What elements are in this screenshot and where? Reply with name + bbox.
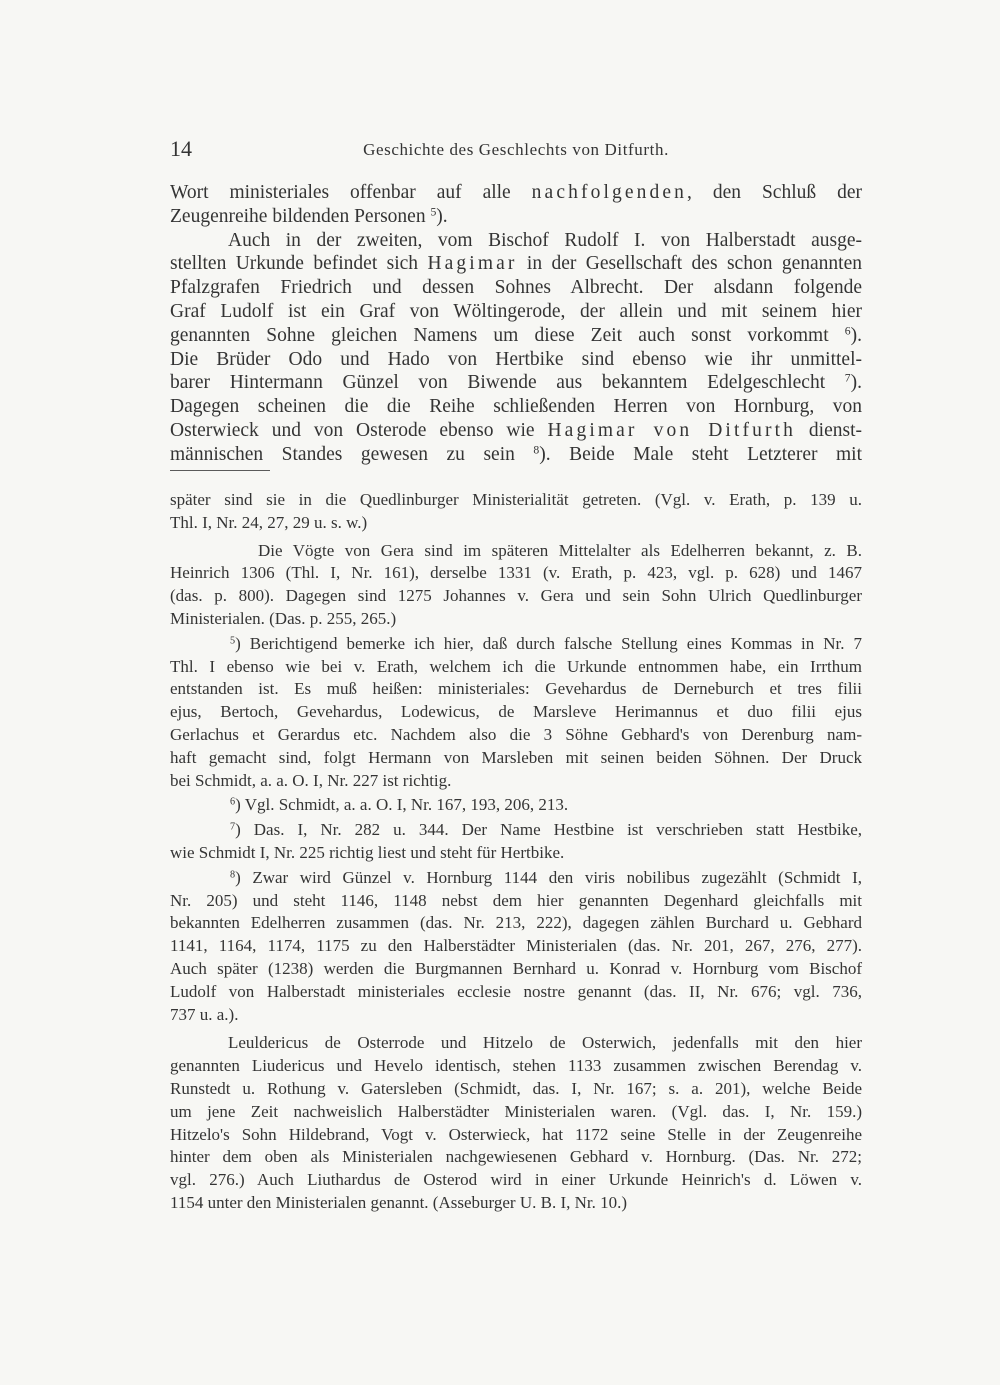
text-run: bekannten Edelherren zusammen (das. Nr. 213, 222), dagegen zählen Burchard u. Gebhard: [170, 913, 862, 933]
text-run: Thl. I, Nr. 24, 27, 29 u. s. w.): [170, 512, 368, 532]
footnote-line: [170, 656, 862, 679]
text-run: Ludolf von Halberstadt ministeriales ecclesie nostre genannt (das. II, Nr. 676; vgl. 736,: [170, 981, 862, 1001]
body-line: [170, 443, 862, 467]
footnote-line: [170, 958, 862, 981]
text-run: Hitzelo's Sohn Hildebrand, Vogt v. Osterwieck, hat 1172 seine Stelle in der Zeugenreihe: [170, 1124, 862, 1144]
footnote-line: [170, 724, 862, 747]
footnote-line: [170, 1169, 862, 1192]
footnote-line: [170, 1101, 862, 1124]
page-number: 14: [170, 136, 192, 161]
text-run: Heinrich 1306 (Thl. I, Nr. 161), derselbe 1331 (v. Erath, p. 423, vgl. p. 628) und 1467: [170, 563, 862, 583]
footnote-line: [170, 890, 862, 913]
main-text: [170, 181, 862, 467]
text-run: 1154 unter den Ministerialen genannt. (Asseburger U. B. I, Nr. 10.): [170, 1192, 628, 1212]
footnote-separator: [170, 470, 270, 471]
text-run: ) Zwar wird Günzel v. Hornburg 1144 den viris nobilibus zugezählt (Schmidt I,: [235, 867, 862, 887]
footnote-line: [170, 678, 862, 701]
footnote-8: [170, 867, 862, 1027]
text-run: Pfalzgrafen Friedrich und dessen Sohnes Albrecht. Der alsdann folgende: [170, 277, 862, 299]
footnote-line: [170, 1032, 862, 1055]
text-run: dienst-: [796, 419, 863, 441]
footnote-line: [170, 935, 862, 958]
text-run: ) Das. I, Nr. 282 u. 344. Der Name Hestbine ist verschrieben statt Hestbike,: [235, 820, 862, 840]
text-run: Die Vögte von Gera sind im späteren Mittelalter als Edelherren bekannt, z. B.: [258, 540, 862, 560]
body-line: [170, 348, 862, 372]
footnote-line: [170, 540, 862, 563]
text-run: in der Gesellschaft des schon genannten: [517, 253, 862, 275]
footnote-line: [170, 608, 862, 631]
text-run: hinter dem oben als Ministerialen nachgewiesenen Gebhard v. Hornburg. (Das. Nr. 272;: [170, 1147, 862, 1167]
footnote-line: [170, 819, 862, 842]
footnote-line: [170, 562, 862, 585]
footnote-line: [170, 747, 862, 770]
text-run: barer Hintermann Günzel von Biwende aus bekanntem Edelgeschlecht: [170, 372, 845, 394]
body-line: [170, 205, 862, 229]
footnote-reference: 6: [844, 324, 851, 338]
text-run: Zeugenreihe bildenden Personen: [170, 205, 431, 227]
body-line: [170, 252, 862, 276]
text-run: genannten Sohne gleichen Namens um diese Zeit auch sonst vorkommt: [170, 324, 845, 346]
footnote-line: [170, 1078, 862, 1101]
text-run: Leuldericus de Osterrode und Hitzelo de Osterwich, jedenfalls mit den hier: [228, 1033, 862, 1053]
footnote-paragraph: [170, 489, 862, 535]
text-run: (das. p. 800). Dagegen sind 1275 Johannes v. Gera und sein Sohn Ulrich Quedlinburger: [170, 586, 862, 606]
text-run: Auch später (1238) werden die Burgmannen Bernhard u. Konrad v. Hornburg vom Bischof: [170, 958, 862, 978]
text-run: ). Beide Male steht Letzterer mit: [539, 443, 862, 465]
footnote-reference: 8: [533, 443, 540, 457]
text-run: Osterwieck und von Osterode ebenso wie: [170, 419, 548, 441]
footnote-line: [170, 794, 862, 817]
footnote-line: [170, 1124, 862, 1147]
body-line: [170, 229, 862, 253]
text-run: Die Brüder Odo und Hado von Hertbike sind ebenso wie ihr unmittel-: [170, 348, 862, 370]
text-run: haft gemacht sind, folgt Hermann von Marsleben mit seinen beiden Söhnen. Der Druck: [170, 747, 862, 767]
body-line: [170, 395, 862, 419]
footnote-paragraph: [170, 540, 862, 631]
footnote-6: [170, 794, 862, 817]
footnote-line: [170, 633, 862, 656]
body-line: [170, 371, 862, 395]
text-run: um jene Zeit nachweislich Halberstädter Ministerialen waren. (Vgl. das. I, Nr. 159.): [170, 1101, 862, 1121]
text-run: Ministerialen. (Das. p. 255, 265.): [170, 608, 397, 628]
footnote-line: [170, 842, 862, 865]
text-run: 737 u. a.).: [170, 1004, 239, 1024]
footnote-line: [170, 512, 862, 535]
footnote-line: [170, 701, 862, 724]
footnote-reference: 7: [844, 371, 851, 385]
text-run: vgl. 276.) Auch Liuthardus de Osterod wird in einer Urkunde Heinrich's d. Löwen v.: [170, 1170, 862, 1190]
text-run: männischen Standes gewesen zu sein: [170, 443, 534, 465]
footnote-reference: 5: [430, 205, 437, 219]
footnote-line: [170, 585, 862, 608]
text-run: entstanden ist. Es muß heißen: ministeriales: Gevehardus de Derneburch et tres filii: [170, 679, 862, 699]
footnote-marker: 8: [230, 869, 236, 881]
body-line: [170, 181, 862, 205]
text-run: genannten Liudericus und Hevelo identisch, stehen 1133 zusammen zwischen Berendag v.: [170, 1056, 862, 1076]
spaced-name: Hagimar von Ditfurth: [547, 419, 797, 441]
text-run: ).: [850, 324, 862, 346]
text-run: Wort ministeriales offenbar auf alle: [170, 182, 532, 203]
text-run: Nr. 205) und steht 1146, 1148 nebst dem hier genannten Degenhard gleichfalls mit: [170, 890, 862, 910]
text-run: Runstedt u. Rothung v. Gatersleben (Schmidt, das. I, Nr. 167; s. a. 201), welche Beide: [170, 1078, 862, 1098]
body-line: [170, 300, 862, 324]
text-run: Auch in der zweiten, vom Bischof Rudolf I. von Halberstadt ausge-: [228, 229, 862, 251]
text-run: bei Schmidt, a. a. O. I, Nr. 227 ist richtig.: [170, 770, 452, 790]
footnote-line: [170, 1004, 862, 1027]
body-line: [170, 419, 862, 443]
footnotes: [170, 489, 862, 1215]
spaced-name: Hagimar: [427, 253, 518, 275]
body-line: [170, 276, 862, 300]
footnote-marker: 7: [230, 821, 236, 833]
spaced-word: nachfolgenden: [531, 182, 688, 203]
page-header: [170, 136, 862, 162]
footnote-line: [170, 1055, 862, 1078]
text-run: wie Schmidt I, Nr. 225 richtig liest und steht für Hertbike.: [170, 842, 565, 862]
footnote-marker: 6: [230, 796, 236, 808]
text-run: ejus, Bertoch, Gevehardus, Lodewicus, de Marsleve Herimannus et duo filii ejus: [170, 702, 862, 722]
footnote-line: [170, 867, 862, 890]
text-run: ) Vgl. Schmidt, a. a. O. I, Nr. 167, 193, 206, 213.: [235, 795, 569, 815]
text-run: ) Berichtigend bemerke ich hier, daß durch falsche Stellung eines Kommas in Nr. 7: [235, 633, 862, 653]
footnote-5: [170, 633, 862, 793]
footnote-marker: 5: [230, 635, 236, 647]
running-title: Geschichte des Geschlechts von Ditfurth.: [363, 140, 669, 159]
text-run: , den Schluß der: [687, 182, 862, 203]
text-run: Gerlachus et Gerardus etc. Nachdem also die 3 Söhne Gebhard's von Derenburg nam-: [170, 724, 862, 744]
footnote-line: [170, 912, 862, 935]
text-run: ).: [436, 205, 448, 227]
body-line: [170, 324, 862, 348]
text-run: Dagegen scheinen die die Reihe schließenden Herren von Hornburg, von: [170, 396, 862, 418]
text-run: 1141, 1164, 1174, 1175 zu den Halberstädter Ministerialen (das. Nr. 201, 267, 276, 277).: [170, 936, 862, 956]
footnote-paragraph: [170, 1032, 862, 1214]
footnote-line: [170, 981, 862, 1004]
text-run: später sind sie in die Quedlinburger Ministerialität getreten. (Vgl. v. Erath, p. 139 u.: [170, 490, 862, 509]
text-run: Graf Ludolf ist ein Graf von Wöltingerode, der allein und mit seinem hier: [170, 300, 862, 322]
footnote-line: [170, 770, 862, 793]
footnote-line: [170, 489, 862, 512]
footnote-line: [170, 1146, 862, 1169]
text-run: Thl. I ebenso wie bei v. Erath, welchem ich die Urkunde entnommen habe, ein Irrthum: [170, 656, 862, 676]
footnote-line: [170, 1192, 862, 1215]
text-run: ).: [850, 372, 862, 394]
footnote-7: [170, 819, 862, 865]
text-run: stellten Urkunde befindet sich: [170, 253, 428, 275]
